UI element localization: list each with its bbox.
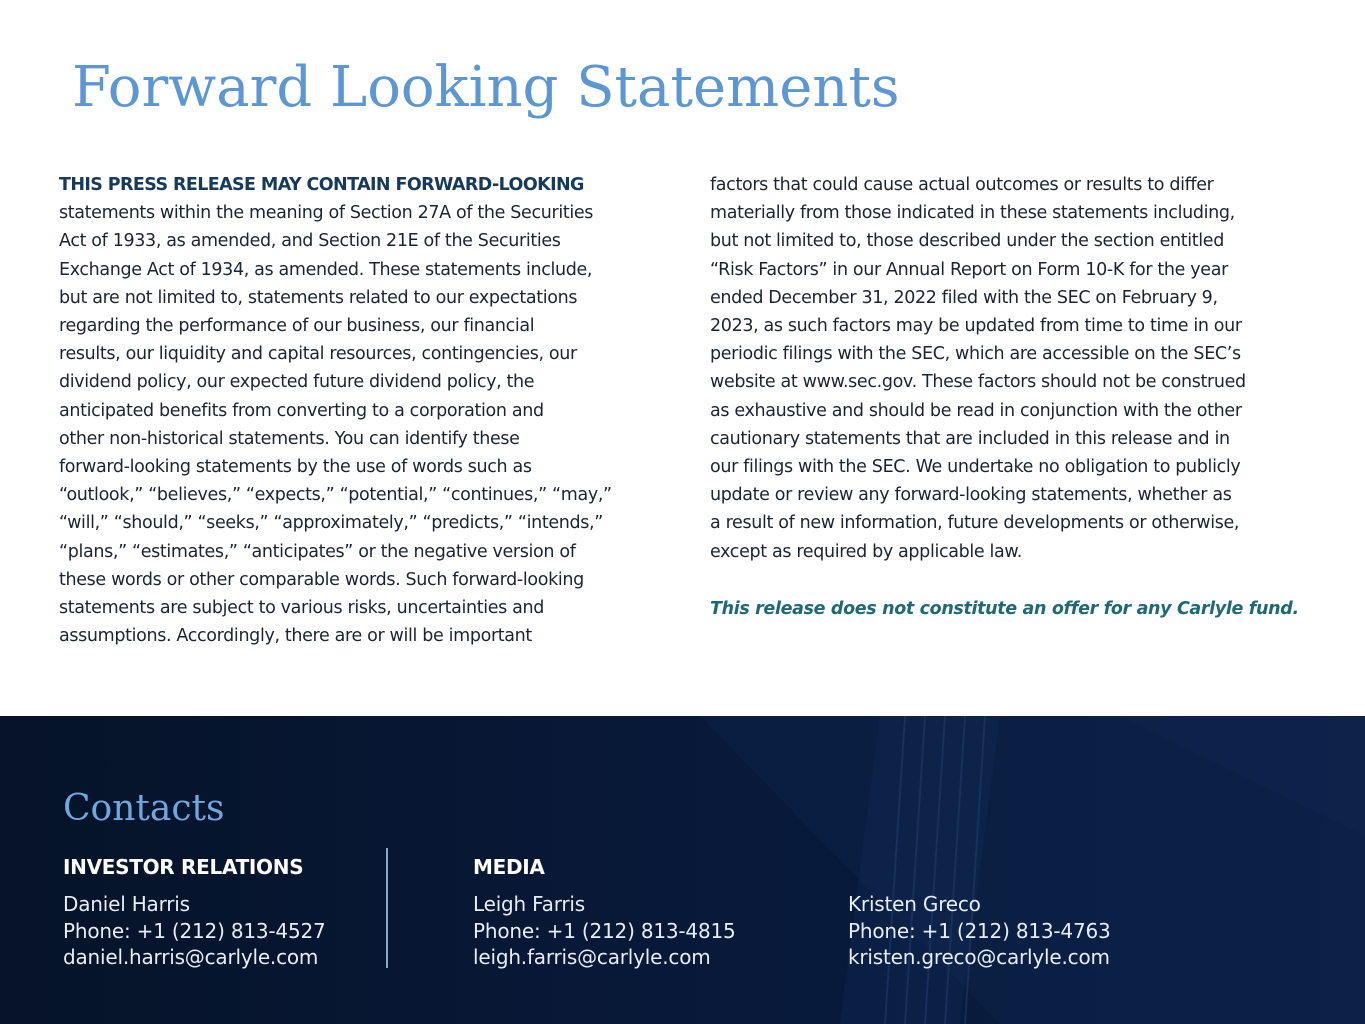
body-line: ended December 31, 2022 filed with the SEC on February 9,: [710, 287, 1218, 308]
contacts-divider: [386, 848, 388, 968]
body-line: “Risk Factors” in our Annual Report on Form 10-K for the year: [710, 259, 1228, 280]
investor-relations-contact: [63, 891, 326, 971]
body-line: Exchange Act of 1934, as amended. These statements include,: [59, 259, 593, 280]
body-line: but are not limited to, statements related to our expectations: [59, 287, 578, 308]
body-line: statements are subject to various risks, uncertainties and: [59, 598, 545, 619]
fund-disclaimer: This release does not constitute an offer for any Carlyle fund.: [710, 599, 1299, 619]
contact-name: Leigh Farris: [473, 892, 585, 916]
forward-looking-right-column: [710, 171, 1320, 566]
contact-phone: Phone: +1 (212) 813-4763: [848, 918, 1111, 943]
investor-relations-heading: INVESTOR RELATIONS: [63, 855, 304, 879]
body-line: other non-historical statements. You can identify these: [59, 428, 520, 449]
body-line: anticipated benefits from converting to a corporation and: [59, 400, 544, 421]
lead-caps-text: THIS PRESS RELEASE MAY CONTAIN FORWARD-LOOKING: [59, 175, 584, 195]
forward-looking-left-column: [59, 171, 659, 650]
body-line: except as required by applicable law.: [710, 541, 1022, 562]
contacts-title: Contacts: [63, 788, 225, 829]
body-line: assumptions. Accordingly, there are or will be important: [59, 626, 532, 647]
body-line: our filings with the SEC. We undertake no obligation to publicly: [710, 457, 1241, 478]
contact-phone: Phone: +1 (212) 813-4815: [473, 918, 736, 943]
body-line: website at www.sec.gov. These factors should not be construed: [710, 372, 1246, 393]
body-line: “outlook,” “believes,” “expects,” “potential,” “continues,” “may,”: [59, 485, 612, 506]
body-line: Act of 1933, as amended, and Section 21E of the Securities: [59, 231, 561, 252]
contact-name: Kristen Greco: [848, 892, 981, 916]
media-contact-2: [848, 891, 1111, 971]
body-line: materially from those indicated in these statements including,: [710, 203, 1235, 224]
media-heading: MEDIA: [473, 855, 545, 879]
contact-name: Daniel Harris: [63, 892, 190, 916]
body-line: periodic filings with the SEC, which are accessible on the SEC’s: [710, 344, 1241, 365]
body-line: but not limited to, those described under the section entitled: [710, 231, 1224, 252]
body-line: as exhaustive and should be read in conjunction with the other: [710, 400, 1242, 421]
media-contact-1: [473, 891, 736, 971]
body-line: a result of new information, future developments or otherwise,: [710, 513, 1240, 534]
body-line: these words or other comparable words. Such forward-looking: [59, 569, 584, 590]
contact-email[interactable]: daniel.harris@carlyle.com: [63, 945, 319, 969]
body-line: factors that could cause actual outcomes or results to differ: [710, 175, 1214, 195]
page-title: Forward Looking Statements: [72, 55, 900, 120]
contact-email[interactable]: kristen.greco@carlyle.com: [848, 945, 1110, 969]
body-line: “will,” “should,” “seeks,” “approximately,” “predicts,” “intends,”: [59, 513, 603, 534]
body-line: forward-looking statements by the use of words such as: [59, 457, 532, 478]
body-line: regarding the performance of our business, our financial: [59, 316, 535, 337]
body-line: cautionary statements that are included in this release and in: [710, 428, 1230, 449]
body-line: update or review any forward-looking statements, whether as: [710, 485, 1232, 506]
contact-phone: Phone: +1 (212) 813-4527: [63, 918, 326, 943]
body-line: statements within the meaning of Section 27A of the Securities: [59, 203, 594, 224]
body-line: results, our liquidity and capital resources, contingencies, our: [59, 344, 577, 365]
contacts-panel: [0, 716, 1365, 1024]
body-line: dividend policy, our expected future dividend policy, the: [59, 372, 535, 393]
body-line: “plans,” “estimates,” “anticipates” or the negative version of: [59, 541, 576, 562]
body-line: 2023, as such factors may be updated from time to time in our: [710, 316, 1242, 337]
contact-email[interactable]: leigh.farris@carlyle.com: [473, 945, 711, 969]
